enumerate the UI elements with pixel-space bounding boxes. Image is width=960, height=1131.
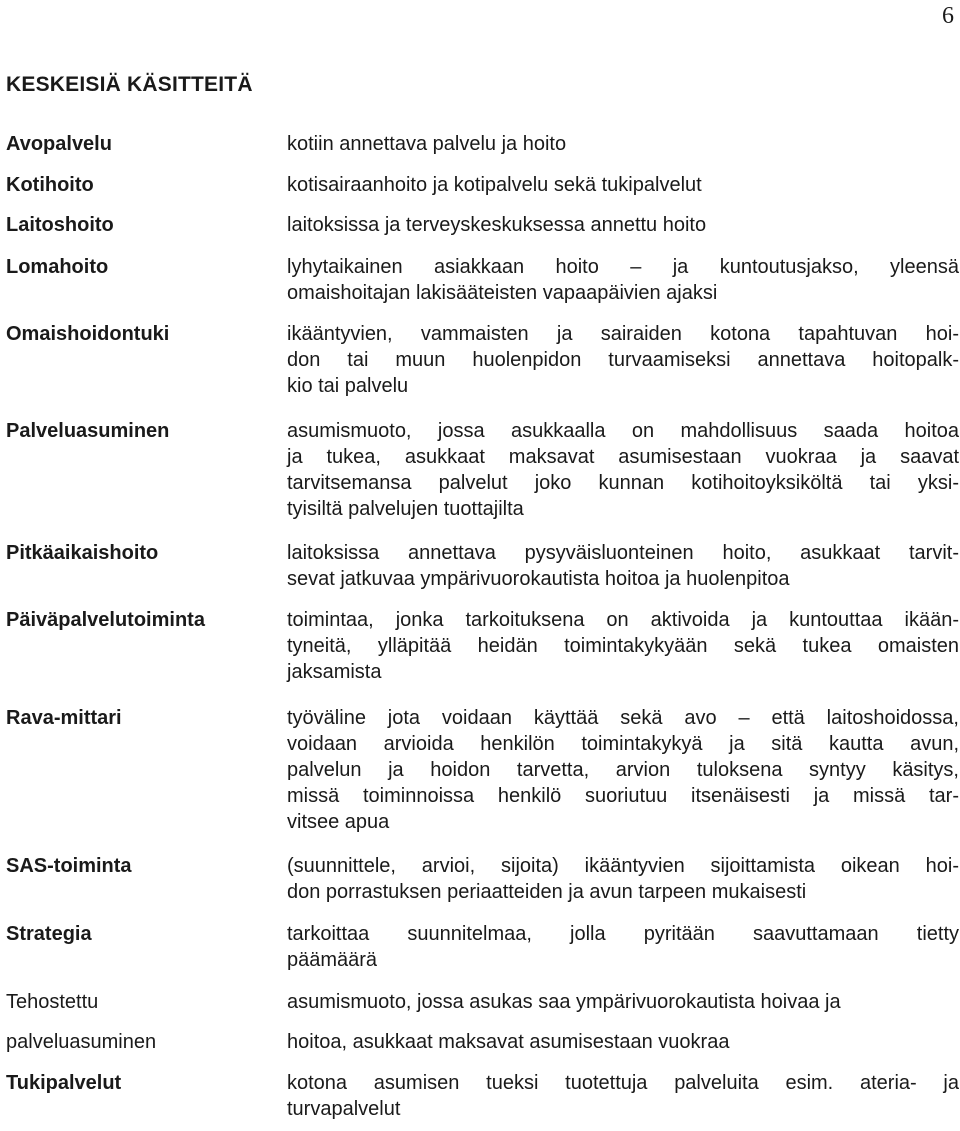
definition-line: tarkoittaa suunnitelmaa, jolla pyritään saavuttamaan tietty — [287, 923, 959, 945]
glossary-definition — [287, 705, 959, 835]
glossary-definition — [287, 853, 959, 905]
definition-line: missä toiminnoissa henkilö suoriutuu itsenäisesti ja missä tar- — [287, 785, 959, 807]
definition-line: turvapalvelut — [287, 1098, 401, 1120]
glossary-term: Avopalvelu — [6, 133, 112, 155]
definition-line: sevat jatkuvaa ympärivuorokautista hoitoa ja huolenpitoa — [287, 568, 790, 590]
definition-line: laitoksissa annettava pysyväisluonteinen hoito, asukkaat tarvit- — [287, 542, 959, 564]
definition-line: asumismuoto, jossa asukkaalla on mahdollisuus saada hoitoa — [287, 420, 959, 442]
definition-line: ja tukea, asukkaat maksavat asumisestaan vuokraa ja saavat — [287, 446, 959, 468]
glossary-definition — [287, 321, 959, 399]
definition-line: hoitoa, asukkaat maksavat asumisestaan vuokraa — [287, 1031, 730, 1053]
definition-line: voidaan arvioida henkilön toimintakykyä ja sitä kautta avun, — [287, 733, 959, 755]
glossary-term: Kotihoito — [6, 174, 94, 196]
glossary-definition — [287, 540, 959, 592]
glossary-definition — [287, 921, 959, 973]
glossary-definition — [287, 1029, 959, 1055]
glossary-term: Strategia — [6, 923, 92, 945]
glossary-definition — [287, 172, 959, 198]
glossary-term: Omaishoidontuki — [6, 323, 170, 345]
definition-line: asumismuoto, jossa asukas saa ympärivuorokautista hoivaa ja — [287, 991, 841, 1013]
page-number: 6 — [942, 3, 954, 29]
definition-line: toimintaa, jonka tarkoituksena on aktivoida ja kuntouttaa ikään- — [287, 609, 959, 631]
glossary-term: palveluasuminen — [6, 1031, 157, 1053]
definition-line: (suunnittele, arvioi, sijoita) ikääntyvien sijoittamista oikean hoi- — [287, 855, 959, 877]
glossary-definition — [287, 607, 959, 685]
glossary-term: Laitoshoito — [6, 214, 114, 236]
glossary-definition — [287, 131, 959, 157]
definition-line: vitsee apua — [287, 811, 390, 833]
definition-line: tarvitsemansa palvelut joko kunnan kotihoitoyksiköltä tai yksi- — [287, 472, 959, 494]
definition-line: päämäärä — [287, 949, 378, 971]
glossary-definition — [287, 1070, 959, 1122]
page-heading: KESKEISIÄ KÄSITTEITÄ — [6, 73, 253, 96]
definition-line: tyneitä, ylläpitää heidän toimintakykyään sekä tukea omaisten — [287, 635, 959, 657]
glossary-term: Tukipalvelut — [6, 1072, 122, 1094]
definition-line: palvelun ja hoidon tarvetta, arvion tuloksena syntyy käsitys, — [287, 759, 959, 781]
definition-line: tyisiltä palvelujen tuottajilta — [287, 498, 524, 520]
definition-line: ikääntyvien, vammaisten ja sairaiden kotona tapahtuvan hoi- — [287, 323, 959, 345]
glossary-term: SAS-toiminta — [6, 855, 132, 877]
definition-line: työväline jota voidaan käyttää sekä avo – että laitoshoidossa, — [287, 707, 959, 729]
glossary-term: Rava-mittari — [6, 707, 122, 729]
definition-line: don tai muun huolenpidon turvaamiseksi annettava hoitopalk- — [287, 349, 959, 371]
definition-line: laitoksissa ja terveyskeskuksessa annettu hoito — [287, 214, 707, 236]
definition-line: kotiin annettava palvelu ja hoito — [287, 133, 567, 155]
glossary-definition — [287, 989, 959, 1015]
definition-line: kotisairaanhoito ja kotipalvelu sekä tukipalvelut — [287, 174, 702, 196]
glossary-definition — [287, 254, 959, 306]
glossary-term: Tehostettu — [6, 991, 99, 1013]
definition-line: jaksamista — [287, 661, 382, 683]
definition-line: kotona asumisen tueksi tuotettuja palveluita esim. ateria- ja — [287, 1072, 959, 1094]
definition-line: don porrastuksen periaatteiden ja avun tarpeen mukaisesti — [287, 881, 807, 903]
glossary-term: Lomahoito — [6, 256, 109, 278]
definition-line: omaishoitajan lakisääteisten vapaapäivien ajaksi — [287, 282, 718, 304]
definition-line: kio tai palvelu — [287, 375, 409, 397]
glossary-term: Pitkäaikaishoito — [6, 542, 159, 564]
glossary-definition — [287, 418, 959, 522]
glossary-definition — [287, 212, 959, 238]
definition-line: lyhytaikainen asiakkaan hoito – ja kuntoutusjakso, yleensä — [287, 256, 959, 278]
glossary-term: Päiväpalvelutoiminta — [6, 609, 205, 631]
glossary-term: Palveluasuminen — [6, 420, 170, 442]
